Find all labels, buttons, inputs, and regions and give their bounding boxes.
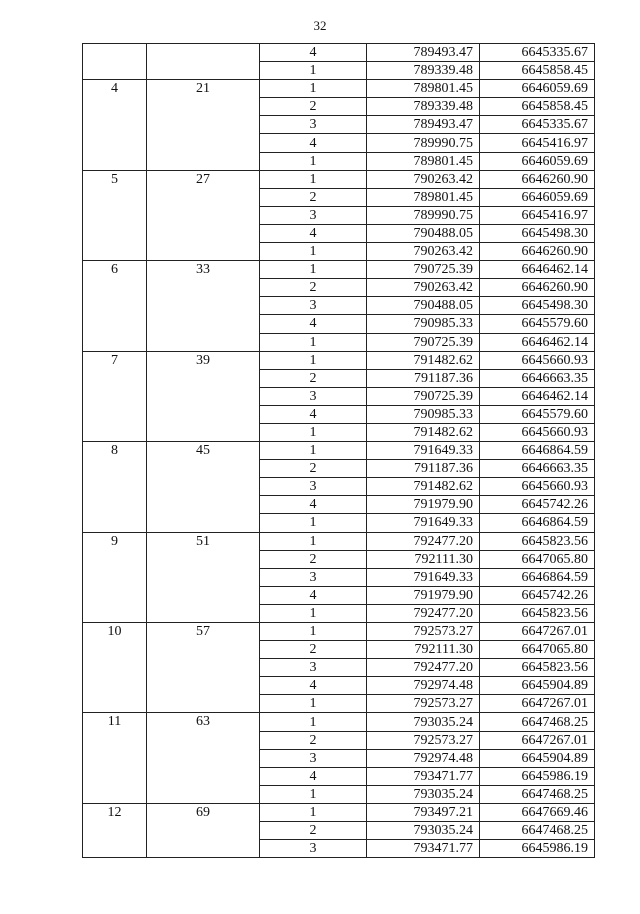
y-coordinate-cell: 6645660.93: [480, 478, 595, 496]
y-coordinate-cell: 6646059.69: [480, 188, 595, 206]
point-number-cell: 2: [260, 641, 367, 659]
page-number: 32: [313, 18, 327, 33]
coordinates-table: [82, 43, 595, 858]
y-coordinate-cell: 6645416.97: [480, 134, 595, 152]
y-coordinate-cell: 6645660.93: [480, 423, 595, 441]
y-coordinate-cell: 6645986.19: [480, 840, 595, 858]
point-number-cell: 3: [260, 116, 367, 134]
x-coordinate-cell: 792573.27: [367, 731, 480, 749]
x-coordinate-cell: 793035.24: [367, 822, 480, 840]
y-coordinate-cell: 6646864.59: [480, 442, 595, 460]
y-coordinate-cell: 6645742.26: [480, 496, 595, 514]
y-coordinate-cell: 6646260.90: [480, 243, 595, 261]
point-number-cell: 2: [260, 731, 367, 749]
area-cell: 57: [147, 623, 260, 713]
y-coordinate-cell: 6646663.35: [480, 369, 595, 387]
point-number-cell: 3: [260, 568, 367, 586]
x-coordinate-cell: 792974.48: [367, 677, 480, 695]
point-number-cell: 4: [260, 315, 367, 333]
x-coordinate-cell: 789339.48: [367, 98, 480, 116]
point-number-cell: 1: [260, 785, 367, 803]
area-cell: 63: [147, 713, 260, 803]
plot-number-cell: 12: [83, 803, 147, 857]
plot-number-cell: 5: [83, 170, 147, 260]
y-coordinate-cell: 6646462.14: [480, 261, 595, 279]
y-coordinate-cell: 6647267.01: [480, 731, 595, 749]
point-number-cell: 1: [260, 442, 367, 460]
y-coordinate-cell: 6646864.59: [480, 514, 595, 532]
y-coordinate-cell: 6645904.89: [480, 677, 595, 695]
point-number-cell: 1: [260, 170, 367, 188]
point-number-cell: 2: [260, 188, 367, 206]
x-coordinate-cell: 791187.36: [367, 460, 480, 478]
x-coordinate-cell: 791979.90: [367, 496, 480, 514]
x-coordinate-cell: 790263.42: [367, 279, 480, 297]
point-number-cell: 4: [260, 586, 367, 604]
plot-number-cell: 7: [83, 351, 147, 441]
y-coordinate-cell: 6646260.90: [480, 170, 595, 188]
y-coordinate-cell: 6647267.01: [480, 695, 595, 713]
x-coordinate-cell: 792573.27: [367, 623, 480, 641]
area-cell: [147, 44, 260, 80]
y-coordinate-cell: 6646462.14: [480, 387, 595, 405]
table-row: [83, 532, 595, 550]
point-number-cell: 3: [260, 206, 367, 224]
x-coordinate-cell: 791649.33: [367, 442, 480, 460]
y-coordinate-cell: 6645498.30: [480, 297, 595, 315]
y-coordinate-cell: 6646864.59: [480, 568, 595, 586]
y-coordinate-cell: 6645335.67: [480, 44, 595, 62]
coordinates-table-body: [83, 44, 595, 858]
y-coordinate-cell: 6645579.60: [480, 405, 595, 423]
y-coordinate-cell: 6645823.56: [480, 532, 595, 550]
y-coordinate-cell: 6646059.69: [480, 80, 595, 98]
x-coordinate-cell: 792477.20: [367, 604, 480, 622]
y-coordinate-cell: 6647468.25: [480, 713, 595, 731]
plot-number-cell: 11: [83, 713, 147, 803]
x-coordinate-cell: 789493.47: [367, 44, 480, 62]
x-coordinate-cell: 789990.75: [367, 134, 480, 152]
y-coordinate-cell: 6645660.93: [480, 351, 595, 369]
area-cell: 69: [147, 803, 260, 857]
point-number-cell: 2: [260, 460, 367, 478]
x-coordinate-cell: 793471.77: [367, 840, 480, 858]
point-number-cell: 1: [260, 243, 367, 261]
x-coordinate-cell: 792477.20: [367, 532, 480, 550]
x-coordinate-cell: 791979.90: [367, 586, 480, 604]
y-coordinate-cell: 6645858.45: [480, 62, 595, 80]
x-coordinate-cell: 790985.33: [367, 315, 480, 333]
area-cell: 27: [147, 170, 260, 260]
x-coordinate-cell: 791482.62: [367, 478, 480, 496]
y-coordinate-cell: 6647065.80: [480, 641, 595, 659]
y-coordinate-cell: 6647669.46: [480, 803, 595, 821]
point-number-cell: 4: [260, 405, 367, 423]
y-coordinate-cell: 6646260.90: [480, 279, 595, 297]
point-number-cell: 1: [260, 803, 367, 821]
y-coordinate-cell: 6647267.01: [480, 623, 595, 641]
point-number-cell: 3: [260, 840, 367, 858]
y-coordinate-cell: 6646663.35: [480, 460, 595, 478]
point-number-cell: 3: [260, 297, 367, 315]
point-number-cell: 1: [260, 695, 367, 713]
y-coordinate-cell: 6646462.14: [480, 333, 595, 351]
y-coordinate-cell: 6645742.26: [480, 586, 595, 604]
x-coordinate-cell: 793035.24: [367, 785, 480, 803]
y-coordinate-cell: 6645858.45: [480, 98, 595, 116]
point-number-cell: 3: [260, 659, 367, 677]
point-number-cell: 2: [260, 279, 367, 297]
table-row: [83, 442, 595, 460]
point-number-cell: 4: [260, 767, 367, 785]
y-coordinate-cell: 6647065.80: [480, 550, 595, 568]
x-coordinate-cell: 789493.47: [367, 116, 480, 134]
x-coordinate-cell: 790488.05: [367, 297, 480, 315]
table-row: [83, 261, 595, 279]
point-number-cell: 4: [260, 224, 367, 242]
y-coordinate-cell: 6645498.30: [480, 224, 595, 242]
plot-number-cell: 4: [83, 80, 147, 170]
y-coordinate-cell: 6645904.89: [480, 749, 595, 767]
y-coordinate-cell: 6645579.60: [480, 315, 595, 333]
plot-number-cell: 8: [83, 442, 147, 532]
x-coordinate-cell: 790985.33: [367, 405, 480, 423]
table-row: [83, 170, 595, 188]
point-number-cell: 2: [260, 822, 367, 840]
x-coordinate-cell: 789801.45: [367, 152, 480, 170]
x-coordinate-cell: 790488.05: [367, 224, 480, 242]
y-coordinate-cell: 6647468.25: [480, 822, 595, 840]
x-coordinate-cell: 790725.39: [367, 261, 480, 279]
x-coordinate-cell: 791482.62: [367, 423, 480, 441]
x-coordinate-cell: 789990.75: [367, 206, 480, 224]
point-number-cell: 4: [260, 44, 367, 62]
point-number-cell: 1: [260, 261, 367, 279]
x-coordinate-cell: 790263.42: [367, 243, 480, 261]
table-row: [83, 623, 595, 641]
plot-number-cell: 10: [83, 623, 147, 713]
point-number-cell: 1: [260, 514, 367, 532]
x-coordinate-cell: 790725.39: [367, 333, 480, 351]
point-number-cell: 4: [260, 134, 367, 152]
y-coordinate-cell: 6645986.19: [480, 767, 595, 785]
area-cell: 21: [147, 80, 260, 170]
y-coordinate-cell: 6646059.69: [480, 152, 595, 170]
point-number-cell: 1: [260, 604, 367, 622]
y-coordinate-cell: 6645416.97: [480, 206, 595, 224]
plot-number-cell: 9: [83, 532, 147, 622]
y-coordinate-cell: 6645335.67: [480, 116, 595, 134]
point-number-cell: 2: [260, 550, 367, 568]
x-coordinate-cell: 793035.24: [367, 713, 480, 731]
point-number-cell: 1: [260, 623, 367, 641]
point-number-cell: 1: [260, 351, 367, 369]
point-number-cell: 1: [260, 532, 367, 550]
table-row: [83, 80, 595, 98]
x-coordinate-cell: 791649.33: [367, 568, 480, 586]
area-cell: 45: [147, 442, 260, 532]
y-coordinate-cell: 6647468.25: [480, 785, 595, 803]
plot-number-cell: 6: [83, 261, 147, 351]
y-coordinate-cell: 6645823.56: [480, 659, 595, 677]
point-number-cell: 3: [260, 387, 367, 405]
point-number-cell: 4: [260, 496, 367, 514]
point-number-cell: 1: [260, 423, 367, 441]
x-coordinate-cell: 791649.33: [367, 514, 480, 532]
point-number-cell: 1: [260, 713, 367, 731]
x-coordinate-cell: 789801.45: [367, 80, 480, 98]
x-coordinate-cell: 789801.45: [367, 188, 480, 206]
area-cell: 33: [147, 261, 260, 351]
x-coordinate-cell: 791482.62: [367, 351, 480, 369]
table-row: [83, 803, 595, 821]
area-cell: 51: [147, 532, 260, 622]
x-coordinate-cell: 790263.42: [367, 170, 480, 188]
x-coordinate-cell: 792573.27: [367, 695, 480, 713]
x-coordinate-cell: 790725.39: [367, 387, 480, 405]
point-number-cell: 4: [260, 677, 367, 695]
area-cell: 39: [147, 351, 260, 441]
x-coordinate-cell: 792111.30: [367, 550, 480, 568]
x-coordinate-cell: 792477.20: [367, 659, 480, 677]
x-coordinate-cell: 789339.48: [367, 62, 480, 80]
point-number-cell: 2: [260, 369, 367, 387]
point-number-cell: 3: [260, 478, 367, 496]
x-coordinate-cell: 791187.36: [367, 369, 480, 387]
table-row: [83, 351, 595, 369]
x-coordinate-cell: 793471.77: [367, 767, 480, 785]
table-row: [83, 713, 595, 731]
point-number-cell: 1: [260, 80, 367, 98]
point-number-cell: 3: [260, 749, 367, 767]
plot-number-cell: [83, 44, 147, 80]
x-coordinate-cell: 792111.30: [367, 641, 480, 659]
point-number-cell: 1: [260, 152, 367, 170]
x-coordinate-cell: 792974.48: [367, 749, 480, 767]
y-coordinate-cell: 6645823.56: [480, 604, 595, 622]
point-number-cell: 1: [260, 333, 367, 351]
point-number-cell: 2: [260, 98, 367, 116]
table-row: [83, 44, 595, 62]
x-coordinate-cell: 793497.21: [367, 803, 480, 821]
point-number-cell: 1: [260, 62, 367, 80]
